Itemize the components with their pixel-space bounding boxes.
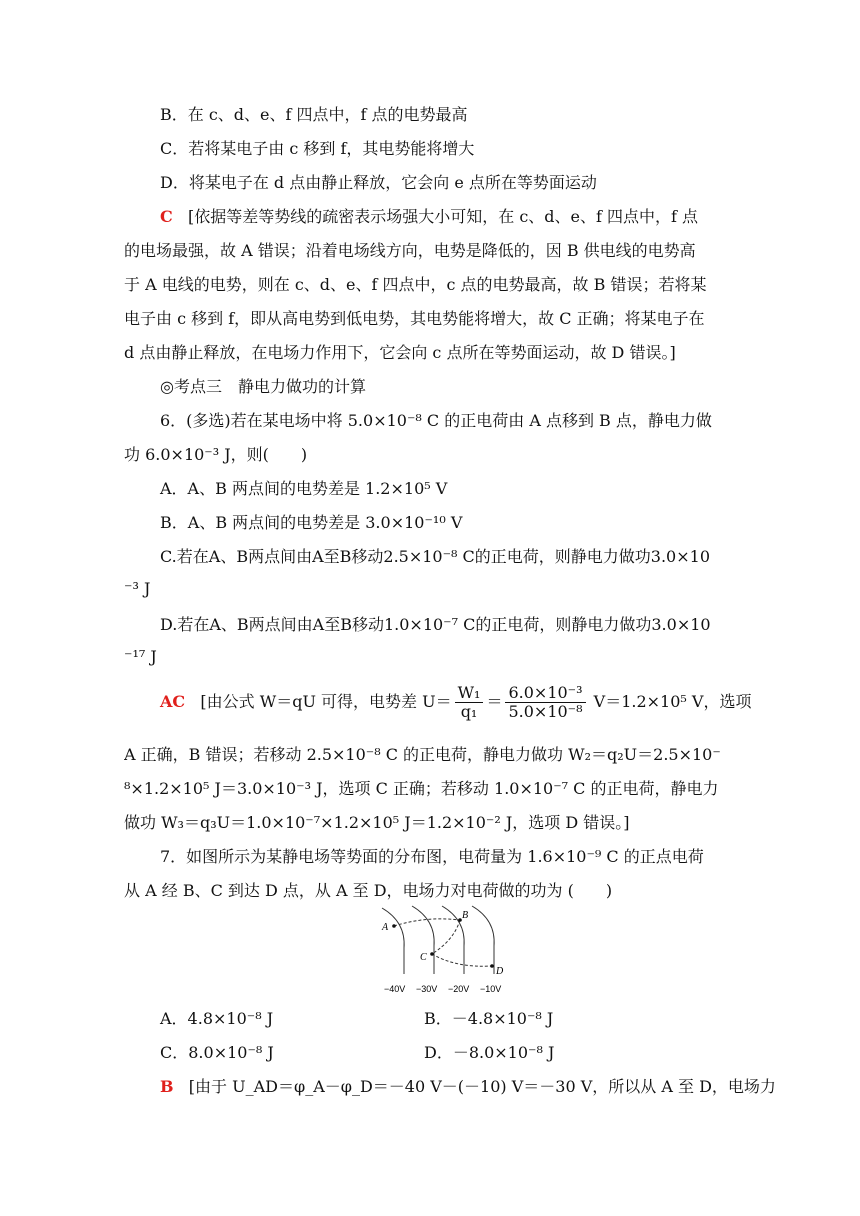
q5-answer-label: C [160, 207, 173, 226]
q7-stem-2: 从 A 经 B、C 到达 D 点，从 A 至 D，电场力对电荷做的功为 ( ) [124, 881, 613, 900]
equipotential-figure [376, 904, 518, 1000]
point-b-label: B [462, 910, 469, 921]
q5-explanation-5: d 点由静止释放，在电场力作用下，它会向 c 点所在等势面运动，故 D 错误。] [124, 343, 676, 362]
q5-option-d: D．将某电子在 d 点由静止释放，它会向 e 点所在等势面运动 [160, 173, 597, 192]
q6-explanation-2: A 正确，B 错误；若移动 2.5×10⁻⁸ C 的正电荷，静电力做功 W₂＝q₂U＝2.5×10⁻ [124, 745, 721, 764]
q5-option-c: C．若将某电子由 c 移到 f，其电势能将增大 [160, 139, 475, 158]
potential-label-4: −10V [480, 984, 502, 994]
q7-answer-line-1 [160, 1076, 776, 1098]
q6-option-c-2: ⁻³ J [124, 579, 151, 598]
q6-answer-line-1: AC [由公式 W＝qU 可得，电势差 U＝ $\frac{\text{W₁}}{\text{q₁}}$ ＝ $\frac{\text{6.0×10⁻³}}{\text{5.0×10⁻⁸}}$ V＝1.2×10⁵ V，选项 [160, 683, 752, 721]
q6-option-a: A．A、B 两点间的电势差是 1.2×10⁵ V [160, 479, 448, 498]
fraction-values: $\frac{\text{6.0×10⁻³}}{\text{5.0×10⁻⁸}}$ [505, 684, 585, 721]
fraction-w-over-q: $\frac{\text{W₁}}{\text{q₁}}$ [455, 684, 484, 721]
potential-label-2: −30V [416, 984, 438, 994]
q6-explanation-4: 做功 W₃＝q₃U＝1.0×10⁻⁷×1.2×10⁵ J＝1.2×10⁻² J，选项 D 错误。] [124, 813, 630, 832]
q7-answer-label: B [160, 1077, 174, 1096]
q7-stem-1: 7．如图所示为某静电场等势面的分布图，电荷量为 1.6×10⁻⁹ C 的正点电荷 [160, 847, 704, 866]
potential-label-3: −20V [448, 984, 470, 994]
q6-option-d-2: ⁻¹⁷ J [124, 647, 157, 666]
section-heading: ◎考点三 静电力做功的计算 [160, 377, 366, 396]
q6-explanation-post: V＝1.2×10⁵ V，选项 [593, 692, 752, 711]
q7-option-a: A．4.8×10⁻⁸ J [160, 1009, 274, 1028]
point-c-label: C [420, 952, 427, 963]
q6-explanation-3: ⁸×1.2×10⁵ J＝3.0×10⁻³ J，选项 C 正确；若移动 1.0×10⁻⁷ C 的正电荷，静电力 [124, 779, 719, 798]
q6-option-c-1: C.若在A、B两点间由A至B移动2.5×10⁻⁸ C的正电荷，则静电力做功3.0×10 [160, 547, 710, 566]
q5-answer-line-1 [160, 206, 698, 228]
q5-option-b: B．在 c、d、e、f 四点中，f 点的电势最高 [160, 105, 468, 124]
q6-option-d-1: D.若在A、B两点间由A至B移动1.0×10⁻⁷ C的正电荷，则静电力做功3.0×10 [160, 615, 711, 634]
point-d-label: D [496, 966, 504, 977]
q7-option-b: B．－4.8×10⁻⁸ J [424, 1009, 554, 1028]
q6-stem-2: 功 6.0×10⁻³ J，则( ) [124, 445, 308, 464]
q7-option-c: C．8.0×10⁻⁸ J [160, 1043, 274, 1062]
q5-explanation-4: 电子由 c 移到 f，即从高电势到低电势，其电势能将增大，故 C 正确；将某电子在 [124, 309, 705, 328]
point-a-label: A [382, 922, 389, 933]
potential-label-1: −40V [384, 984, 406, 994]
q7-option-d: D．－8.0×10⁻⁸ J [424, 1043, 555, 1062]
q5-explanation-2: 的电场最强，故 A 错误；沿着电场线方向，电势是降低的，因 B 供电线的电势高 [124, 241, 696, 260]
q5-explanation-1: [依据等差等势线的疏密表示场强大小可知，在 c、d、e、f 四点中，f 点 [188, 207, 699, 226]
q6-answer-label: AC [160, 692, 186, 711]
q5-explanation-3: 于 A 电线的电势，则在 c、d、e、f 四点中，c 点的电势最高，故 B 错误；若将某 [124, 275, 707, 294]
q7-explanation-1: [由于 U_AD＝φ_A－φ_D＝－40 V－(－10) V＝－30 V，所以从 A 至 D，电场力 [188, 1077, 776, 1096]
q6-stem-1: 6．(多选)若在某电场中将 5.0×10⁻⁸ C 的正电荷由 A 点移到 B 点，静电力做 [160, 411, 712, 430]
q6-explanation-pre: [由公式 W＝qU 可得，电势差 U＝ [200, 692, 452, 711]
q6-option-b: B．A、B 两点间的电势差是 3.0×10⁻¹⁰ V [160, 513, 463, 532]
